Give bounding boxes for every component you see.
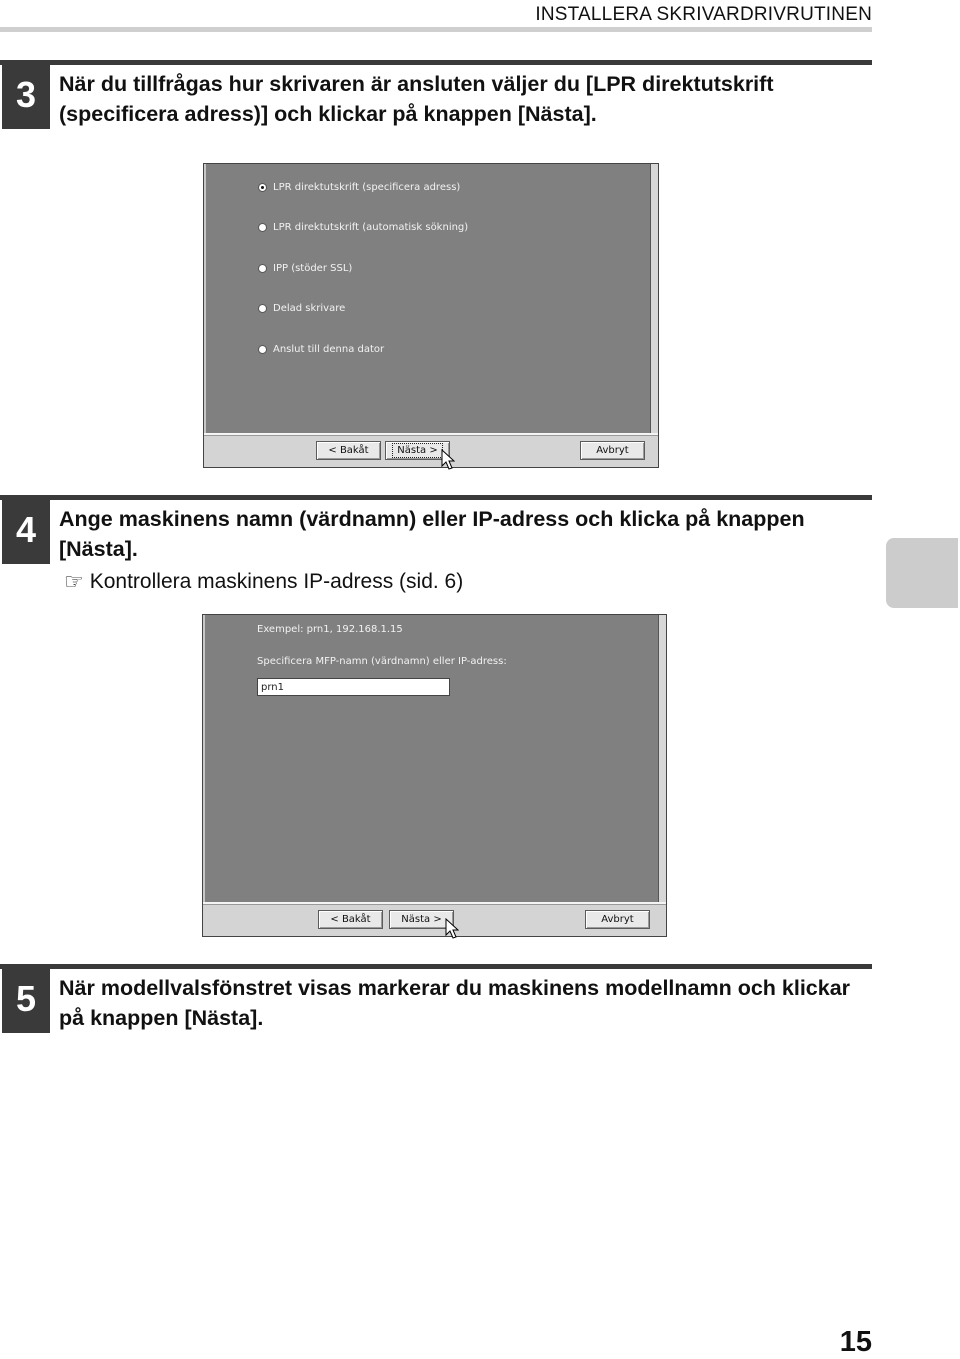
step-rule: [0, 964, 872, 969]
mouse-pointer-icon: [445, 918, 459, 940]
pointing-hand-icon: ☞: [64, 569, 84, 594]
step-number: 4: [2, 495, 50, 564]
reference-text: Kontrollera maskinens IP-adress (sid. 6): [89, 570, 464, 593]
header-rule: [0, 27, 872, 32]
example-text: Exempel: prn1, 192.168.1.15: [257, 624, 403, 635]
radio-button[interactable]: [258, 223, 267, 232]
chapter-tab: [886, 538, 958, 608]
step-rule: [0, 60, 872, 65]
step-rule: [0, 495, 872, 500]
radio-button-selected[interactable]: [258, 183, 267, 192]
address-field-label: Specificera MFP-namn (värdnamn) eller IP-adress:: [257, 656, 507, 667]
dialog-button-bar: [203, 902, 666, 936]
option-connect-local[interactable]: [258, 344, 384, 355]
back-button[interactable]: < Bakåt: [318, 910, 383, 929]
option-label: Delad skrivare: [273, 303, 346, 314]
next-button[interactable]: Nästa >: [385, 441, 450, 460]
option-label: LPR direktutskrift (automatisk sökning): [273, 222, 469, 233]
printer-address-input[interactable]: prn1: [257, 678, 450, 696]
radio-button[interactable]: [258, 345, 267, 354]
step-number: 5: [2, 964, 50, 1033]
step-3: [0, 60, 872, 132]
option-label: IPP (stöder SSL): [273, 263, 353, 274]
back-button[interactable]: < Bakåt: [316, 441, 381, 460]
option-shared-printer[interactable]: [258, 303, 345, 314]
cancel-button[interactable]: Avbryt: [580, 441, 645, 460]
printer-address-dialog: [202, 614, 667, 937]
connection-type-dialog: [203, 163, 659, 468]
reference-note: [64, 570, 463, 594]
step-5: [0, 964, 872, 1036]
running-header: INSTALLERA SKRIVARDRIVRUTINEN: [535, 4, 872, 25]
radio-button[interactable]: [258, 304, 267, 313]
option-lpr-auto-search[interactable]: [258, 222, 468, 233]
option-label: LPR direktutskrift (specificera adress): [273, 182, 461, 193]
page-number: 15: [839, 1326, 872, 1358]
cancel-button[interactable]: Avbryt: [585, 910, 650, 929]
step-instruction: Ange maskinens namn (värdnamn) eller IP-adress och klicka på knappen [Nästa].: [59, 507, 805, 561]
option-label: Anslut till denna dator: [273, 344, 385, 355]
step-4: [0, 495, 872, 567]
step-number: 3: [2, 60, 50, 129]
next-button[interactable]: Nästa >: [389, 910, 454, 929]
dialog-button-bar: [204, 433, 658, 467]
mouse-pointer-icon: [441, 449, 455, 471]
option-lpr-specify-address[interactable]: [258, 182, 460, 193]
step-instruction: När modellvalsfönstret visas markerar du maskinens modellnamn och klickar på knappen [Nästa].: [59, 976, 851, 1030]
radio-button[interactable]: [258, 264, 267, 273]
step-instruction: När du tillfrågas hur skrivaren är ansluten väljer du [LPR direktutskrift (specificera adress)] och klickar på knappen [Nästa].: [59, 72, 774, 126]
option-ipp[interactable]: [258, 263, 352, 274]
